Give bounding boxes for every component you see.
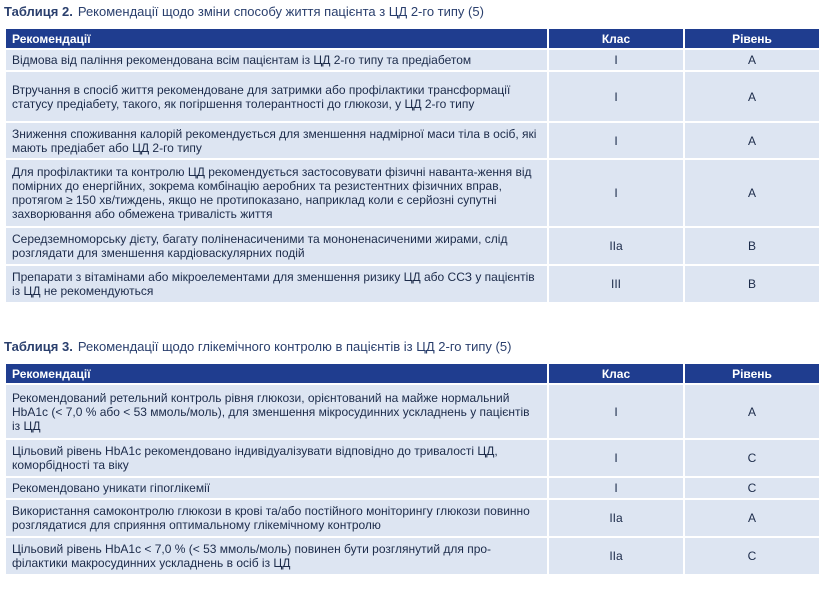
level-cell: В	[685, 228, 819, 264]
table3-header-recommendations: Рекомендації	[6, 364, 547, 383]
table3-header-row	[6, 364, 819, 383]
level-cell: А	[685, 500, 819, 536]
recommendation-cell: Зниження споживання калорій рекомендується для зменшення надмірної маси тіла в осіб, які мають предіабет або ЦД 2-го типу	[6, 123, 547, 158]
table-row	[6, 440, 819, 476]
recommendation-cell: Середземноморську дієту, багату поліненасиченими та мононенасиченими жирами, слід розглядати для зменшення кардіоваскулярних подій	[6, 228, 547, 264]
table3-caption	[4, 339, 511, 355]
table3-header-class: Клас	[549, 364, 683, 383]
table2-header-row	[6, 29, 819, 48]
table2-caption	[4, 4, 484, 20]
level-cell: А	[685, 50, 819, 70]
class-cell: IIa	[549, 500, 683, 536]
recommendation-cell: Для профілактики та контролю ЦД рекомендується застосовувати фізичні наванта-ження від помірних до енергійних, зокрема комбінацію аеробних та резистентних фізичних вправ, протягом ≥ 150 хв/тиждень, якщо не протипоказано, наприклад коли є серйозні супутні захворювання або обмежена тривалість життя	[6, 160, 547, 226]
table3-glycemic-control-recommendations	[4, 362, 819, 576]
table-row	[6, 123, 819, 158]
table2-lifestyle-recommendations	[4, 27, 819, 304]
table3-number: Таблиця 3.	[4, 339, 73, 354]
table3-header-level: Рівень	[685, 364, 819, 383]
table-row	[6, 538, 819, 574]
recommendation-cell: Препарати з вітамінами або мікроелементами для зменшення ризику ЦД або ССЗ у пацієнтів із ЦД не рекомендуються	[6, 266, 547, 302]
table-row	[6, 228, 819, 264]
class-cell: I	[549, 72, 683, 121]
table-row	[6, 478, 819, 498]
class-cell: I	[549, 123, 683, 158]
table-row	[6, 266, 819, 302]
class-cell: I	[549, 160, 683, 226]
table3-title: Рекомендації щодо глікемічного контролю в пацієнтів із ЦД 2-го типу (5)	[77, 339, 512, 354]
table-row	[6, 500, 819, 536]
level-cell: А	[685, 385, 819, 438]
recommendation-cell: Цільовий рівень HbA1c рекомендовано індивідуалізувати відповідно до тривалості ЦД, коморбідності та віку	[6, 440, 547, 476]
recommendation-cell: Втручання в спосіб життя рекомендоване для затримки або профілактики трансформації статусу предіабету, такого, як погіршення толерантності до глюкози, у ЦД 2-го типу	[6, 72, 547, 121]
recommendation-cell: Рекомендований ретельний контроль рівня глюкози, орієнтований на майже нормальний HbA1c (< 7,0 % або < 53 ммоль/моль), для зменшення мікросудинних ускладнень у пацієнтів із ЦД	[6, 385, 547, 438]
level-cell: А	[685, 123, 819, 158]
recommendation-cell: Цільовий рівень HbA1c < 7,0 % (< 53 ммоль/моль) повинен бути розглянутий для про-філактики макросудинних ускладнень в осіб із ЦД	[6, 538, 547, 574]
class-cell: IIa	[549, 228, 683, 264]
recommendation-cell: Використання самоконтролю глюкози в крові та/або постійного моніторингу глюкози повинно розглядатися для сприяння оптимальному глікемічному контролю	[6, 500, 547, 536]
level-cell: А	[685, 72, 819, 121]
class-cell: I	[549, 478, 683, 498]
level-cell: А	[685, 160, 819, 226]
table2-title: Рекомендації щодо зміни способу життя пацієнта з ЦД 2-го типу (5)	[77, 4, 484, 19]
table-row	[6, 72, 819, 121]
table2-header-level: Рівень	[685, 29, 819, 48]
class-cell: I	[549, 440, 683, 476]
table-row	[6, 160, 819, 226]
level-cell: В	[685, 266, 819, 302]
recommendation-cell: Відмова від паління рекомендована всім пацієнтам із ЦД 2-го типу та предіабетом	[6, 50, 547, 70]
class-cell: I	[549, 385, 683, 438]
table-row	[6, 50, 819, 70]
table-row	[6, 385, 819, 438]
table2-header-recommendations: Рекомендації	[6, 29, 547, 48]
class-cell: IIa	[549, 538, 683, 574]
level-cell: С	[685, 538, 819, 574]
level-cell: С	[685, 478, 819, 498]
recommendation-cell: Рекомендовано уникати гіпоглікемії	[6, 478, 547, 498]
table2-number: Таблиця 2.	[4, 4, 73, 19]
table2-header-class: Клас	[549, 29, 683, 48]
class-cell: III	[549, 266, 683, 302]
level-cell: С	[685, 440, 819, 476]
class-cell: I	[549, 50, 683, 70]
